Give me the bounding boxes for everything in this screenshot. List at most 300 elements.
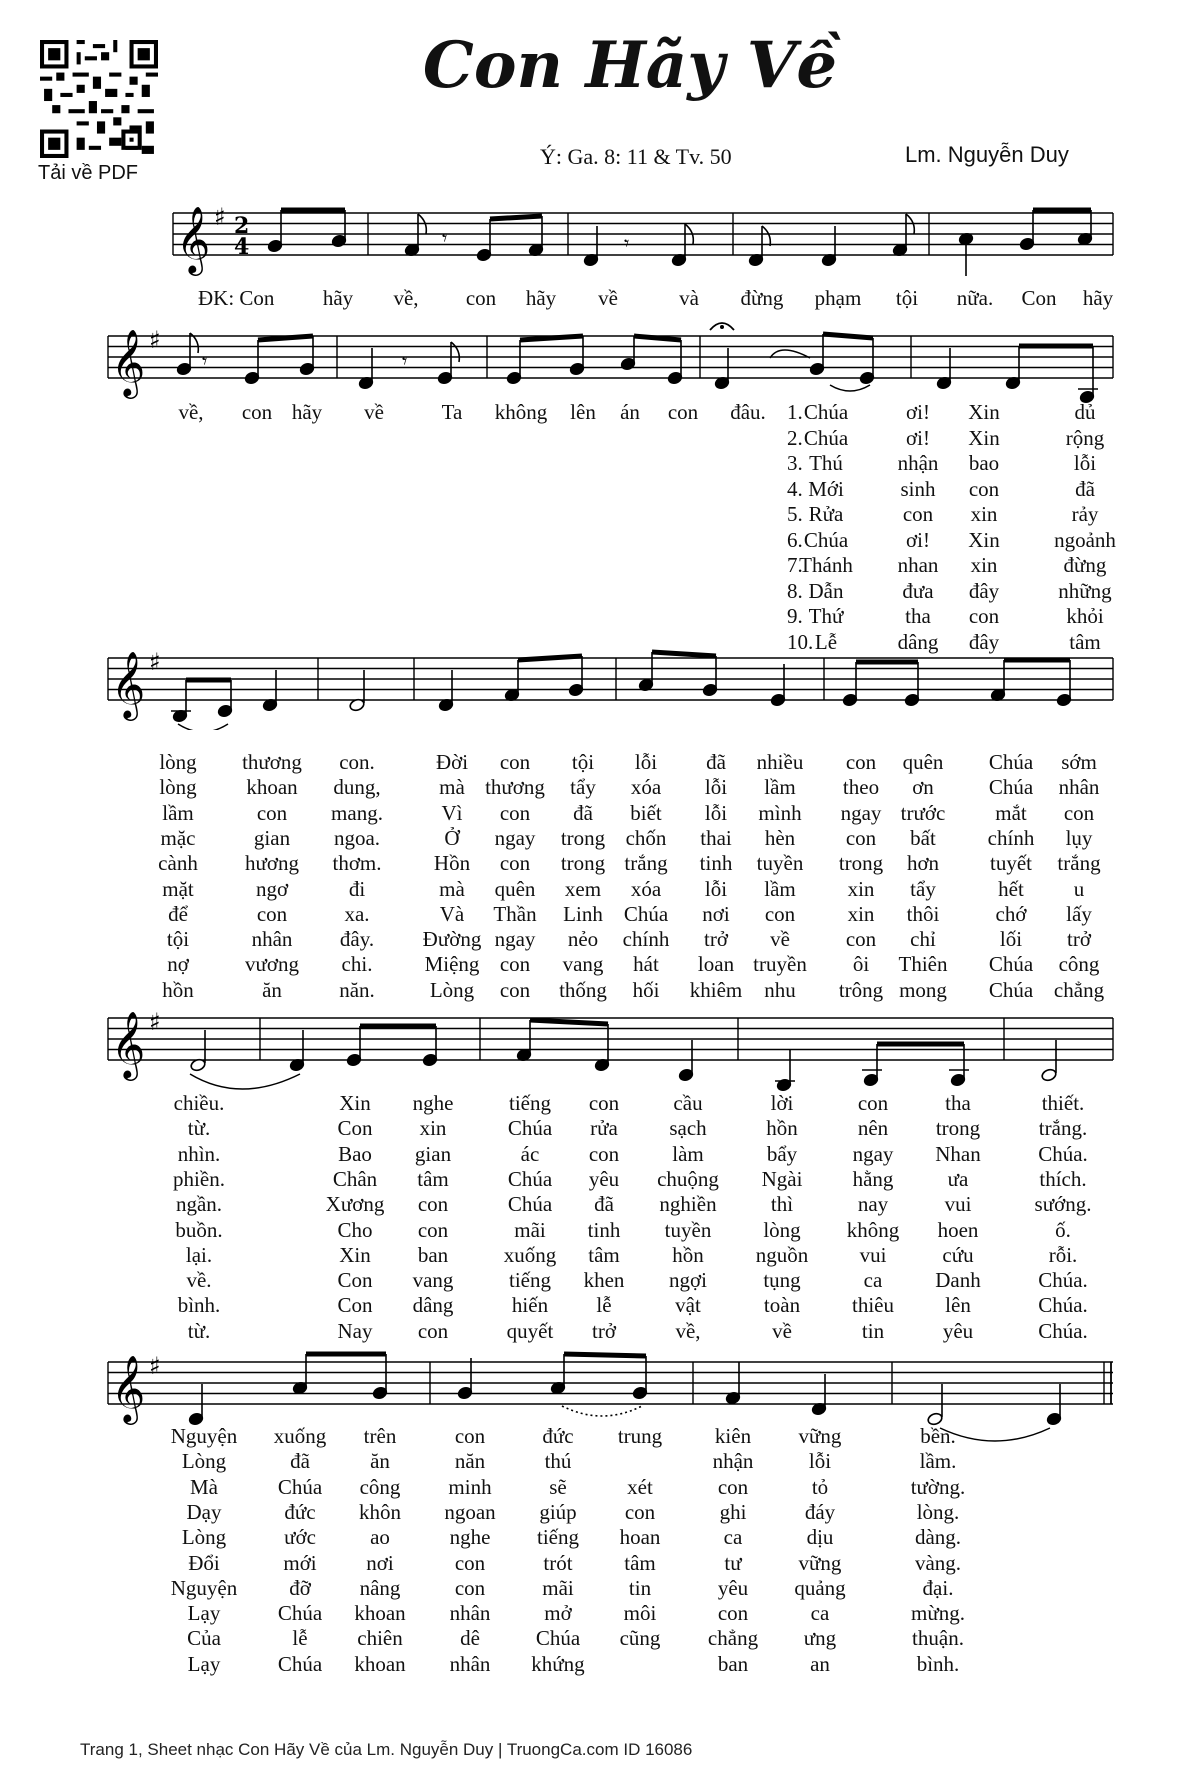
lyric-word: Chúa [277, 1651, 323, 1676]
lyric-word: hương [245, 851, 299, 876]
lyric-word: mình [758, 800, 802, 825]
lyric-word: đã [1075, 476, 1095, 501]
lyric-word: sướng. [1034, 1192, 1092, 1217]
lyric-word: khoan [354, 1601, 406, 1626]
lyric-word: quyết [506, 1318, 554, 1343]
song-title: Con Hãy Về [422, 28, 838, 103]
lyric-word: ố. [1055, 1217, 1071, 1242]
lyric-word: quên [902, 750, 944, 774]
lyric-word: Nay [337, 1318, 373, 1343]
lyric-word: con [845, 750, 877, 774]
lyric-word: ban [717, 1651, 749, 1676]
lyric-word: hoen [937, 1217, 979, 1242]
lyric-word: lỗi [704, 775, 728, 800]
lyric-word: về, [178, 400, 204, 424]
lyric-word: tâm [624, 1550, 656, 1575]
lyric-word: nghe [449, 1525, 491, 1550]
treble-clef-icon: 𝄞 [111, 1354, 146, 1422]
lyric-word: về [770, 927, 790, 952]
lyric-word: đưa [902, 578, 934, 603]
lyric-word: con [499, 952, 531, 977]
verse-number: 8. [787, 578, 803, 603]
lyric-word: chính [987, 825, 1035, 850]
lyric-word: sinh [900, 476, 936, 501]
lyric-word: nhiều [756, 750, 804, 774]
lyric-word: về [598, 286, 618, 310]
lyric-word: Nguyện [170, 1424, 238, 1448]
lyric-word: Con [337, 1268, 373, 1293]
lyric-word: ngay [494, 825, 536, 850]
lyric-word: con [717, 1601, 749, 1626]
lyric-word: con [1063, 800, 1095, 825]
lyric-word: hồn [672, 1242, 704, 1267]
lyric-word: ơi! [906, 527, 930, 552]
lyric-word: thích. [1039, 1166, 1087, 1191]
lyric-word: lầm [764, 775, 796, 800]
lyric-word: ban [417, 1242, 449, 1267]
lyric-word: từ. [187, 1318, 211, 1343]
lyric-word: Ở [444, 825, 460, 850]
lyric-word: môi [623, 1601, 657, 1626]
lyric-word: vui [859, 1242, 887, 1267]
lyric-word: dâng [412, 1293, 454, 1318]
lyric-word: bình. [177, 1293, 221, 1318]
lyric-word: rảy [1071, 502, 1099, 526]
lyric-word: tường. [910, 1474, 966, 1499]
lyric-word: nhận [712, 1449, 754, 1474]
lyric-word: gian [414, 1141, 452, 1166]
lyric-word: về. [186, 1268, 212, 1293]
lyric-word: lỗi [808, 1449, 832, 1474]
treble-clef-icon: 𝄞 [176, 205, 211, 273]
lyric-word: Chúa [803, 400, 849, 424]
lyric-word: con [588, 1091, 620, 1115]
lyric-word: ngoa. [333, 825, 381, 850]
lyric-word: mở [544, 1601, 572, 1626]
lyric-word: con [417, 1318, 449, 1343]
key-sharp-icon: ♯ [214, 203, 226, 231]
lyric-word: phạm [814, 286, 862, 310]
lyric-word: vui [944, 1192, 972, 1217]
lyric-word: khoan [246, 775, 298, 800]
treble-clef-icon: 𝄞 [111, 1010, 146, 1078]
lyric-word: ơi! [906, 425, 930, 450]
verse-number: 9. [787, 604, 803, 628]
lyric-word: nhân [449, 1601, 491, 1626]
lyric-word: dung, [333, 775, 381, 800]
lyric-word: Lạy [187, 1601, 221, 1626]
lyric-word: Xin [339, 1242, 371, 1267]
lyric-word: ác [520, 1141, 540, 1166]
lyric-word: và [679, 286, 699, 310]
lyric-word: xa. [344, 901, 370, 926]
lyric-word: loan [697, 952, 735, 977]
lyric-word: ghi [719, 1499, 747, 1524]
lyric-word: tiếng [509, 1091, 551, 1115]
lyric-word: Danh [935, 1268, 981, 1293]
lyric-word: tiếng [509, 1268, 551, 1293]
lyric-word: mắt [995, 800, 1027, 825]
lyric-word: thiết. [1041, 1091, 1085, 1115]
time-sig-bottom: 4 [234, 234, 250, 260]
lyric-word: sớm [1061, 750, 1097, 774]
lyric-word: Dẫn [808, 578, 844, 603]
lyric-word: Chúa [277, 1601, 323, 1626]
lyric-word: tin [628, 1575, 652, 1600]
lyric-word: nẻo [567, 927, 599, 952]
lyric-word: minh [448, 1474, 492, 1499]
lyric-word: vững [798, 1550, 842, 1575]
lyric-word: tỏ [811, 1474, 829, 1499]
lyric-word: vang [562, 952, 604, 977]
lyric-word: hát [633, 952, 659, 977]
lyric-word: xin [847, 901, 875, 926]
lyric-word: ăn [370, 1449, 390, 1474]
lyric-word: con. [339, 750, 375, 774]
lyric-word: trông [838, 977, 884, 1002]
eighth-rest-icon: 𝄾 [442, 228, 448, 250]
lyric-word: mà [439, 876, 465, 901]
lyric-word: tội [571, 750, 595, 774]
lyric-word: vàng. [914, 1550, 962, 1575]
lyric-word: Con [337, 1116, 373, 1141]
lyric-word: tha [905, 604, 931, 628]
lyric-word: Thú [809, 451, 843, 475]
lyric-word: trắng [1057, 851, 1101, 876]
lyric-word: nhân [449, 1651, 491, 1676]
lyric-word: lòng [159, 750, 197, 774]
lyric-word: cầu [673, 1091, 703, 1115]
lyric-word: Chúa [623, 901, 669, 926]
lyric-word: nhân [1058, 775, 1100, 800]
lyric-word: ưng [803, 1626, 837, 1651]
lyric-word: Thần [493, 901, 537, 926]
lyric-word: nghe [412, 1091, 454, 1115]
lyric-word: ca [810, 1601, 830, 1626]
verse-number: 10. [787, 629, 814, 654]
lyric-word: hơn [906, 851, 940, 876]
tie-slur [940, 1428, 1050, 1441]
lyric-word: chỉ [910, 927, 936, 952]
lyric-word: khen [583, 1268, 625, 1293]
lyric-word: hãy [525, 286, 557, 310]
lyric-word: con [968, 476, 1000, 501]
lyric-word: hằng [852, 1166, 894, 1191]
lyric-word: Ta [441, 400, 463, 424]
lyric-word: Lòng [429, 977, 475, 1002]
lyric-word: lời [770, 1091, 794, 1115]
lyric-word: ăn [262, 977, 282, 1002]
lyric-word: hối [632, 977, 660, 1002]
lyric-word: Lòng [181, 1525, 227, 1550]
lyric-word: nay [857, 1192, 889, 1217]
lyric-word: sẽ [549, 1474, 567, 1499]
lyric-word: hiến [511, 1293, 549, 1318]
lyric-word: vang [412, 1268, 454, 1293]
lyric-word: trót [543, 1550, 573, 1575]
lyric-word: đức [284, 1499, 316, 1524]
lyric-word: ngợi [669, 1268, 707, 1293]
lyric-word: Chúa [988, 977, 1034, 1002]
lyric-word: tư [724, 1550, 742, 1575]
lyric-word: hoan [619, 1525, 661, 1550]
lyric-word: về [364, 400, 384, 424]
lyric-word: xin [419, 1116, 447, 1141]
lyric-word: chiều. [173, 1091, 225, 1115]
lyric-word: Ngài [761, 1166, 803, 1191]
lyric-word: tụng [763, 1268, 801, 1293]
lyric-word: dê [460, 1626, 480, 1651]
tie-slur [830, 385, 870, 391]
lyric-word: đã [573, 800, 593, 825]
lyric-word: kiên [714, 1424, 752, 1448]
lyric-word: đức [542, 1424, 574, 1448]
lyric-word: Xương [325, 1192, 385, 1217]
lyric-word: gian [253, 825, 291, 850]
lyric-word: bình. [916, 1651, 960, 1676]
lyric-word: xin [970, 502, 998, 526]
lyric-word: đi [348, 876, 366, 901]
lyric-word: mong [899, 977, 947, 1002]
lyric-word: lễ [292, 1626, 308, 1651]
lyric-word: về, [675, 1318, 701, 1343]
lyric-word: chốn [625, 825, 667, 850]
lyric-word: nhận [897, 451, 939, 475]
lyric-word: Lòng [181, 1449, 227, 1474]
lyric-word: chớ [995, 901, 1027, 926]
lyric-word: lòng. [916, 1499, 960, 1524]
lyric-word: ca [863, 1268, 883, 1293]
lyric-word: ca [723, 1525, 743, 1550]
lyric-word: con [717, 1474, 749, 1499]
lyric-word: khoan [354, 1651, 406, 1676]
lyric-word: bao [968, 451, 1000, 475]
staff-system-3 [0, 630, 1200, 730]
lyric-word: để [168, 901, 188, 926]
lyric-word: Hồn [433, 851, 471, 876]
lyric-word: Mà [190, 1474, 218, 1499]
lyric-word: năn. [339, 977, 375, 1002]
lyric-word: dịu [806, 1525, 834, 1550]
lyric-word: không [494, 400, 548, 424]
lyric-word: trắng [624, 851, 668, 876]
treble-clef-icon: 𝄞 [111, 650, 146, 718]
lyric-word: Chúa [277, 1474, 323, 1499]
lyric-word: Đời [435, 750, 469, 774]
verse-number: 2. [787, 425, 803, 450]
lyric-word: đừng [1063, 553, 1107, 577]
lyric-word: tâm [417, 1166, 449, 1191]
lyric-word: con [454, 1575, 486, 1600]
lyric-word: giúp [539, 1499, 577, 1524]
lyric-word: Lễ [814, 629, 838, 654]
lyric-word: nơi [366, 1550, 394, 1575]
treble-clef-icon: 𝄞 [111, 328, 146, 396]
lyric-word: tinh [699, 851, 733, 876]
lyric-word: trung [617, 1424, 663, 1448]
lyric-word: Linh [563, 901, 603, 926]
lyric-word: nhìn. [177, 1141, 221, 1166]
lyric-word: Thứ [808, 604, 844, 628]
lyric-word: xuống [273, 1424, 327, 1448]
lyric-word: con [588, 1141, 620, 1166]
lyric-word: từ. [187, 1116, 211, 1141]
lyric-word: xin [847, 876, 875, 901]
lyric-word: con [417, 1217, 449, 1242]
lyric-word: mới [283, 1550, 317, 1575]
lyric-word: Chúa. [1038, 1318, 1088, 1343]
lyric-word: chính [622, 927, 670, 952]
lyric-word: đây. [339, 927, 375, 952]
lyric-word: thống [559, 977, 607, 1002]
lyric-word: năn [454, 1449, 486, 1474]
lyric-word: lỗi [704, 800, 728, 825]
lyric-word: con [499, 750, 531, 774]
lyric-word: lại. [185, 1242, 213, 1267]
lyric-word: truyền [753, 952, 807, 977]
lyric-word: đã [594, 1192, 614, 1217]
lyric-word: hèn [764, 825, 796, 850]
staff-system-1 [0, 196, 1200, 296]
lyric-word: nhan [897, 553, 939, 577]
lyric-word: con [764, 901, 796, 926]
lyric-word: mãi [542, 1575, 574, 1600]
lyric-word: quảng [794, 1575, 846, 1600]
lyric-word: Miệng [424, 952, 480, 977]
lyric-word: tinh [587, 1217, 621, 1242]
lyric-word: nhân [251, 927, 293, 952]
lyric-word: hãy [322, 286, 354, 310]
lyric-word: thai [700, 825, 732, 850]
lyric-word: Rửa [808, 502, 844, 526]
lyric-word: thơm. [332, 851, 382, 876]
lyric-word: đã [706, 750, 726, 774]
verse-number: 7. [787, 553, 803, 577]
lyric-word: yêu [588, 1166, 620, 1191]
lyric-word: nhu [764, 977, 796, 1002]
verse-number: 5. [787, 502, 803, 526]
lyric-word: xóa [630, 775, 662, 800]
lyric-word: án [620, 400, 640, 424]
lyric-word: Đổi [188, 1550, 220, 1575]
lyric-word: con [667, 400, 699, 424]
lyric-word: con [968, 604, 1000, 628]
lyric-word: con [256, 901, 288, 926]
lyric-word: Cho [337, 1217, 373, 1242]
lyric-word: ơn [912, 775, 934, 800]
tie-slur [190, 1074, 300, 1089]
key-sharp-icon: ♯ [149, 1352, 161, 1380]
lyric-word: Xin [339, 1091, 371, 1115]
lyric-word: dâng [897, 629, 939, 654]
verse-number: 3. [787, 451, 803, 475]
lyric-word: trở [1067, 927, 1091, 952]
lyric-word: xuống [503, 1242, 557, 1267]
lyric-word: Con [337, 1293, 373, 1318]
lyric-word: Chúa [507, 1166, 553, 1191]
lyric-word: đây [968, 578, 1000, 603]
lyric-word: con [499, 977, 531, 1002]
lyric-word: về [772, 1318, 792, 1343]
lyric-word: khỏi [1066, 604, 1104, 628]
lyric-word: chẳng [707, 1626, 759, 1651]
lyric-word: lầm [162, 800, 194, 825]
lyric-word: mặt [162, 876, 194, 901]
lyric-word: tâm [588, 1242, 620, 1267]
lyric-word: u [1073, 876, 1085, 901]
lyric-word: mãi [514, 1217, 546, 1242]
lyric-word: rộng [1065, 425, 1105, 450]
lyric-word: khôn [359, 1499, 401, 1524]
lyric-word: Xin [968, 527, 1000, 552]
lyric-word: Và [439, 901, 465, 926]
lyric-word: nên [857, 1116, 889, 1141]
lyric-word: Của [187, 1626, 221, 1651]
lyric-word: bất [910, 825, 936, 850]
lyric-word: lỗi [634, 750, 658, 774]
lyric-word: hãy [1082, 286, 1114, 310]
lyric-word: xét [627, 1474, 653, 1499]
lyric-word: đại. [922, 1575, 954, 1600]
lyric-word: lối [999, 927, 1023, 952]
lyric-word: phiền. [173, 1166, 225, 1191]
eighth-rest-icon: 𝄾 [624, 233, 630, 255]
lyric-word: rỗi. [1048, 1242, 1078, 1267]
lyric-word: ngoảnh [1054, 527, 1116, 552]
lyric-word: ước [284, 1525, 316, 1550]
lyric-word: con [857, 1091, 889, 1115]
lyric-word: quên [494, 876, 536, 901]
tie-slur [562, 1406, 642, 1416]
lyric-word: mừng. [911, 1601, 965, 1626]
lyric-word: trong [838, 851, 884, 876]
lyric-word: Mới [808, 476, 844, 501]
lyric-word: nghiền [659, 1192, 717, 1217]
lyric-word: con [624, 1499, 656, 1524]
lyric-word: Xin [968, 400, 1000, 424]
lyric-word: Đường [422, 927, 482, 952]
lyric-word: lên [570, 400, 596, 424]
lyric-word: lên [945, 1293, 971, 1318]
lyric-word: thiêu [852, 1293, 894, 1318]
lyric-word: dủ [1074, 400, 1096, 424]
lyric-word: hồn [162, 977, 194, 1002]
lyric-word: cứu [942, 1242, 974, 1267]
eighth-rest-icon: 𝄾 [202, 351, 208, 373]
lyric-word: công [1058, 952, 1100, 977]
page-footer: Trang 1, Sheet nhạc Con Hãy Về của Lm. Nguyễn Duy | TruongCa.com ID 16086 [80, 1740, 693, 1759]
lyric-word: trong [560, 851, 606, 876]
lyric-word: công [359, 1474, 401, 1499]
lyric-word: Dạy [186, 1499, 222, 1524]
lyric-word: Vì [441, 800, 463, 825]
lyric-word: biết [630, 800, 662, 825]
lyric-word: tuyết [990, 851, 1032, 876]
lyric-word: ưa [947, 1166, 969, 1191]
lyric-word: Thiên [898, 952, 948, 977]
lyric-word: thôi [906, 901, 940, 926]
lyric-word: đáy [804, 1499, 836, 1524]
qr-caption: Tải về PDF [38, 162, 139, 184]
lyric-word: nguồn [755, 1242, 809, 1267]
lyric-word: tin [861, 1318, 885, 1343]
lyric-word: không [846, 1217, 900, 1242]
lyric-word: tẩy [570, 775, 596, 800]
verse-number: 4. [787, 476, 803, 501]
lyric-word: con [845, 825, 877, 850]
lyric-word: lỗi [1073, 451, 1097, 475]
lyric-word: con [902, 502, 934, 526]
